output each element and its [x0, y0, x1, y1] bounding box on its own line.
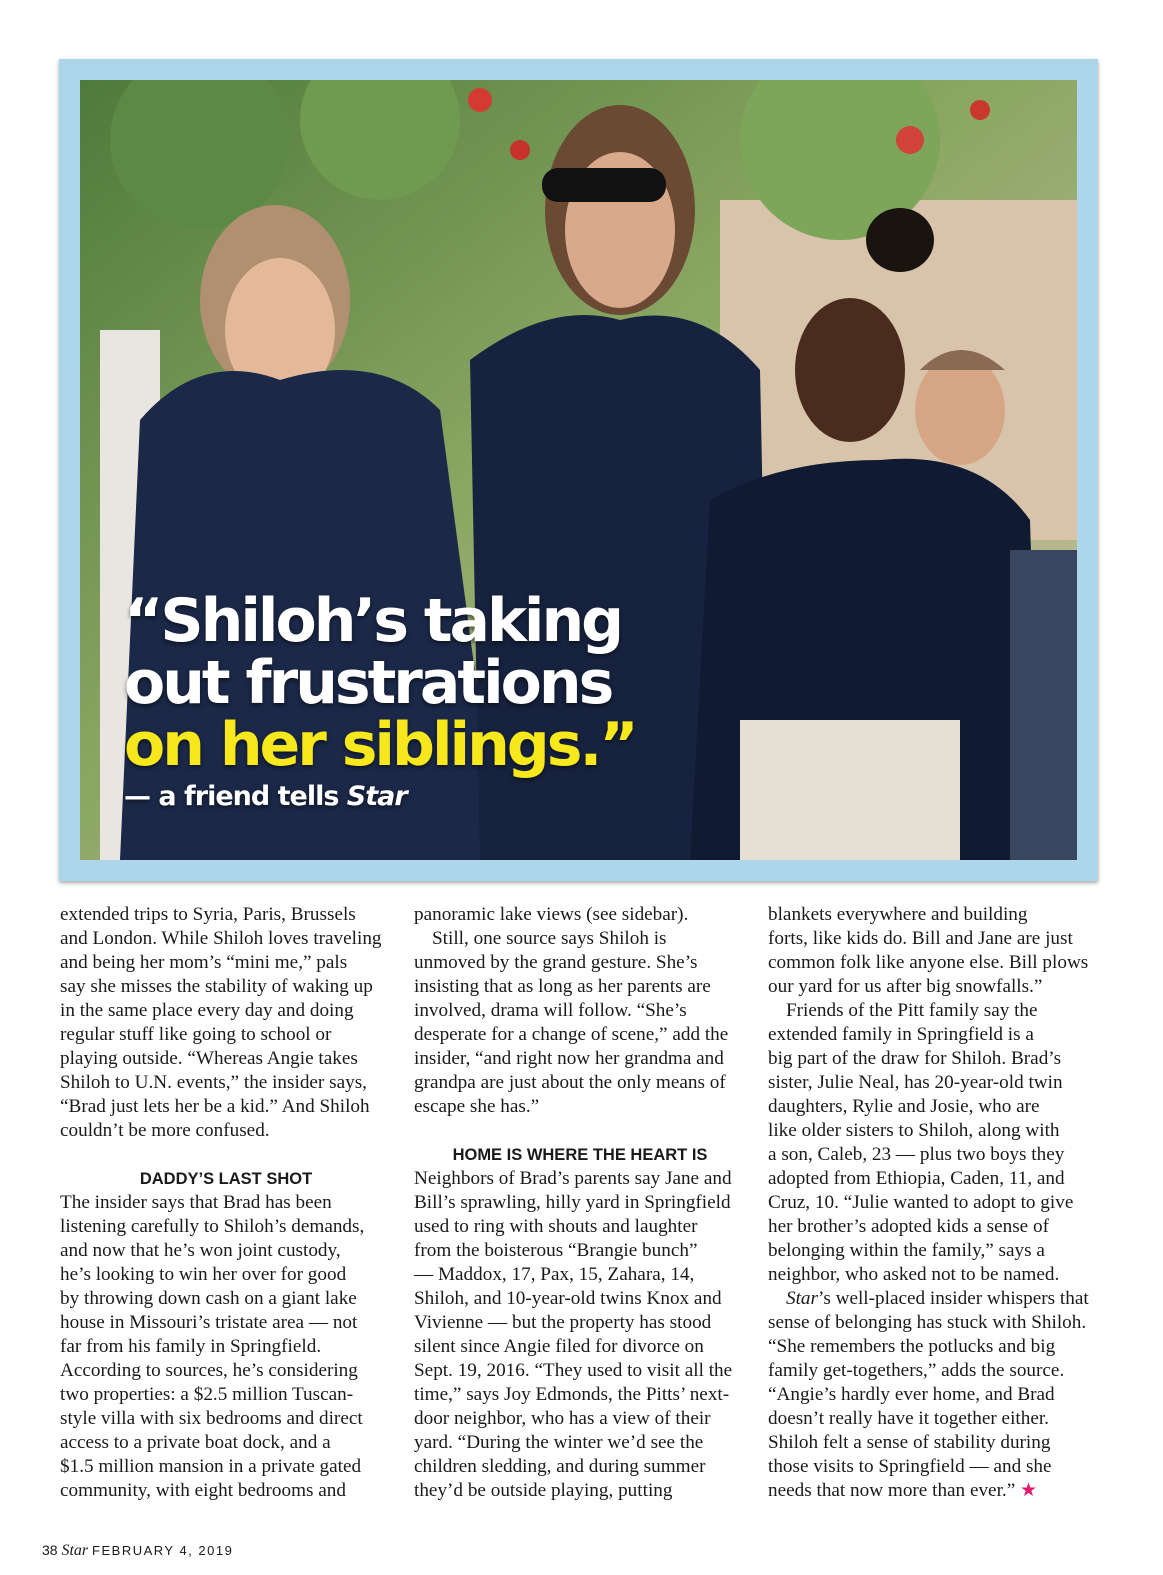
article-column-1: [60, 903, 392, 1503]
paragraph: Still, one source says Shiloh is unmoved by the grand gesture. She’s insisting that as long as her parents are involved, drama will follow. “She’s desperate for a change of scene,” add the insider, “and right now her grandma and grandpa are just about the only means of escape she has.”: [414, 928, 729, 1117]
paragraph-text: ’s well-placed insider whispers that sense of belonging has stuck with Shiloh. “She remembers the potlucks and big family get-togethers,” adds the source. “Angie’s hardly ever home, and Brad doesn’t really have it together either. Shiloh felt a sense of stability during those visits to Springfield — and she needs that now more than ever.”: [768, 1288, 1089, 1501]
pull-quote: [124, 586, 636, 814]
magazine-name: Star: [786, 1288, 818, 1309]
issue-date: FEBRUARY 4, 2019: [92, 1543, 234, 1558]
attribution-magazine: Star: [346, 781, 407, 812]
attribution-text: — a friend tells: [124, 781, 347, 812]
article-column-3: [768, 903, 1103, 1503]
subhead-daddys-last-shot: DADDY’S LAST SHOT: [139, 1170, 313, 1188]
paragraph: Friends of the Pitt family say the extended family in Springfield is a big part of the draw for Shiloh. Brad’s sister, Julie Neal, has 20-year-old twin daughters, Rylie and Josie, who are like older sisters to Shiloh, along with a son, Caleb, 23 — plus two boys they adopted from Ethiopia, Caden, 11, and Cruz, 10. “Julie wanted to adopt to give her brother’s adopted kids a sense of belonging within the family,” says a neighbor, who asked not to be named.: [768, 1000, 1074, 1285]
paragraph: blankets everywhere and building forts, like kids do. Bill and Jane are just common folk like anyone else. Bill plows our yard for us after big snowfalls.”: [768, 904, 1089, 997]
subhead-home-is-where-the-heart-is: HOME IS WHERE THE HEART IS: [452, 1146, 708, 1164]
pull-quote-line-1: “Shiloh’s taking: [124, 586, 622, 656]
article-column-2: [414, 903, 746, 1503]
paragraph: panoramic lake views (see sidebar).: [414, 904, 689, 925]
page-footer: [42, 1541, 233, 1560]
paragraph: [768, 1287, 1103, 1503]
pull-quote-line-3: on her siblings.”: [124, 710, 636, 780]
pull-quote-attribution: [124, 780, 636, 814]
page-number: 38: [42, 1542, 58, 1558]
paragraph: Neighbors of Brad’s parents say Jane and Bill’s sprawling, hilly yard in Springfield used to ring with shouts and laughter from the boisterous “Brangie bunch” — Maddox, 17, Pax, 15, Zahara, 14, Shiloh, and 10-year-old twins Knox and Vivienne — but the property has stood silent since Angie filed for divorce on Sept. 19, 2016. “They used to visit all the time,” says Joy Edmonds, the Pitts’ next- door neighbor, who has a view of their yard. “During the winter we’d see the children sledding, and during summer they’d be outside playing, putting: [414, 1168, 733, 1501]
paragraph: extended trips to Syria, Paris, Brussels and London. While Shiloh loves traveling and being her mom’s “mini me,” pals say she misses the stability of waking up in the same place every day and doing regular stuff like going to school or playing outside. “Whereas Angie takes Shiloh to U.N. events,” the insider says, “Brad just lets her be a kid.” And Shiloh couldn’t be more confused.: [60, 904, 382, 1141]
pull-quote-line-2: out frustrations: [124, 648, 612, 718]
paragraph: The insider says that Brad has been listening carefully to Shiloh’s demands, and now that he’s won joint custody, he’s looking to win her over for good by throwing down cash on a giant lake house in Missouri’s tristate area — not far from his family in Springfield. According to sources, he’s considering two properties: a $2.5 million Tuscan- style villa with six bedrooms and direct access to a private boat dock, and a $1.5 million mansion in a private gated community, with eight bedrooms and: [60, 1192, 365, 1501]
footer-magazine: Star: [61, 1542, 89, 1559]
end-star-icon: ★: [1020, 1480, 1038, 1501]
